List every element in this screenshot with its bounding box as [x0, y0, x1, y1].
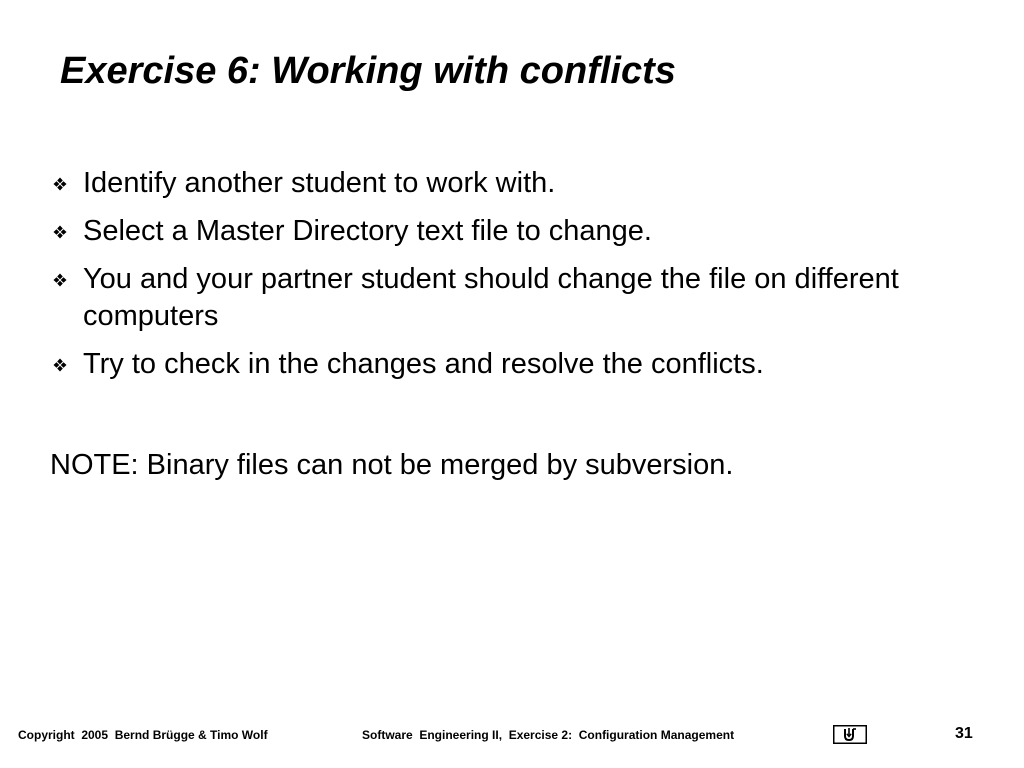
four-diamond-bullet-icon [53, 177, 67, 191]
bullet-list [83, 165, 973, 394]
four-diamond-bullet-icon [53, 273, 67, 287]
bullet-text: Try to check in the changes and resolve the conflicts. [83, 348, 764, 380]
footer-course-title: Software Engineering II, Exercise 2: Configuration Management [362, 728, 735, 742]
slide-title: Exercise 6: Working with conflicts [60, 50, 676, 92]
bullet-text: Select a Master Directory text file to change. [83, 215, 652, 247]
four-diamond-bullet-icon [53, 225, 67, 239]
page-number: 31 [955, 725, 973, 742]
bullet-item [83, 213, 973, 250]
bullet-item [83, 165, 973, 202]
note-text: NOTE: Binary files can not be merged by subversion. [50, 449, 734, 481]
bullet-text: You and your partner student should change the file on different computers [83, 263, 899, 332]
four-diamond-bullet-icon [53, 358, 67, 372]
bullet-text: Identify another student to work with. [83, 167, 556, 199]
bullet-item [83, 346, 973, 383]
bullet-item [83, 261, 973, 335]
footer-copyright: Copyright 2005 Bernd Brügge & Timo Wolf [18, 728, 268, 742]
logo-icon [833, 725, 867, 744]
